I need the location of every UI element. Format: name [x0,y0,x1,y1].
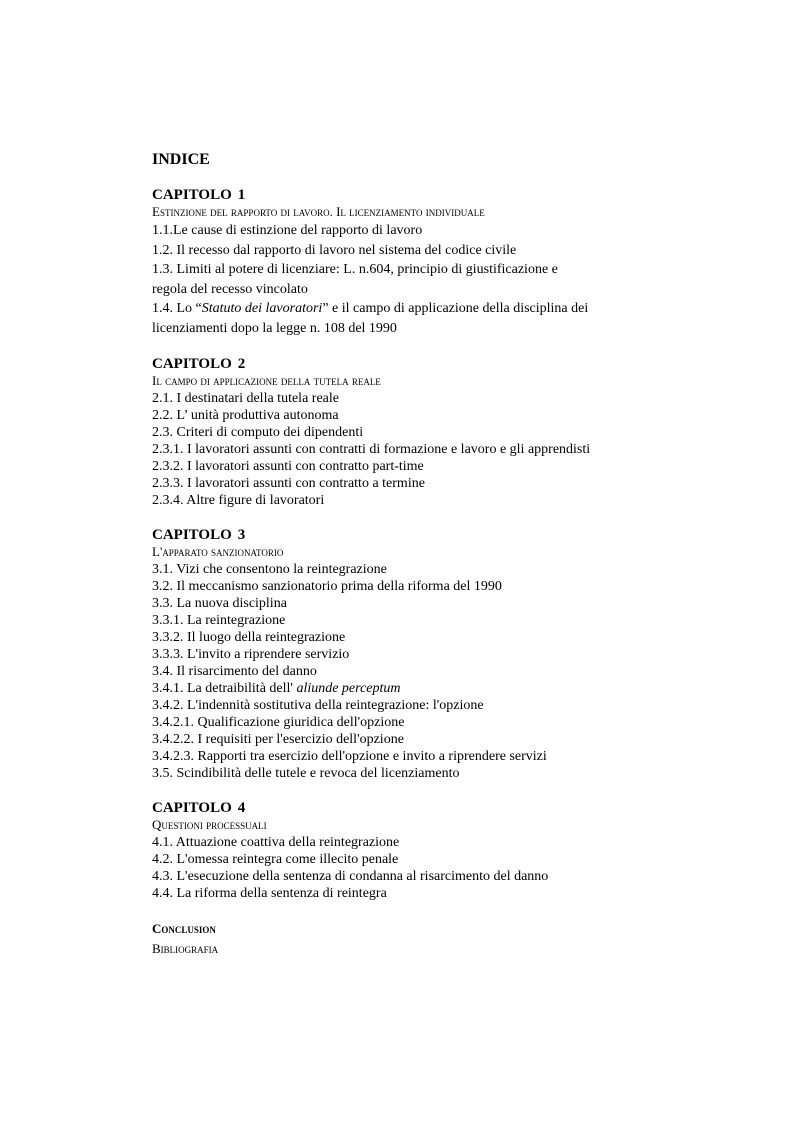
chapter-subtitle: Questioni processuali [152,817,267,832]
toc-entry: 4.1. Attuazione coattiva della reintegrazione [152,835,400,850]
conclusion-heading: Conclusion [152,921,216,936]
toc-entry [152,299,600,338]
toc-entry: 3.3. La nuova disciplina [152,596,287,611]
toc-entry: 3.3.1. La reintegrazione [152,613,286,628]
toc-entry: 1.2. Il recesso dal rapporto di lavoro nel sistema del codice civile [152,242,517,258]
chapter-number: 2 [237,356,246,372]
chapter-2 [152,355,772,509]
chapter-number: 4 [237,800,246,816]
toc-entry: 3.3.2. Il luogo della reintegrazione [152,630,346,645]
toc-entry: 3.4.2.2. I requisiti per l'esercizio dell'opzione [152,732,404,747]
toc-entry: 2.3.2. I lavoratori assunti con contratto part-time [152,459,424,474]
toc-entry: 3.2. Il meccanismo sanzionatorio prima della riforma del 1990 [152,579,502,594]
toc-entry: 2.3.4. Altre figure di lavoratori [152,493,325,508]
chapter-number: 3 [237,527,246,543]
toc-entry: 3.1. Vizi che consentono la reintegrazione [152,562,387,577]
toc-entry-italic: Statuto dei lavoratori [201,301,323,316]
chapter-heading [152,355,772,373]
toc-entry: 3.5. Scindibilità delle tutele e revoca del licenziamento [152,766,460,781]
chapter-subtitle: L'apparato sanzionatorio [152,544,284,559]
toc-entry: 3.4.2.1. Qualificazione giuridica dell'opzione [152,715,405,730]
chapter-subtitle: Estinzione del rapporto di lavoro. Il licenziamento individuale [152,204,485,219]
chapter-label: CAPITOLO [152,187,232,203]
chapter-heading [152,526,772,544]
chapter-3 [152,526,772,782]
page-title: INDICE [152,151,210,168]
toc-entry-italic: aliunde perceptum [296,681,401,696]
toc-entry: 1.1.Le cause di estinzione del rapporto di lavoro [152,223,423,238]
toc-entry: 4.4. La riforma della sentenza di reintegra [152,886,387,901]
toc-entry [152,680,772,697]
chapter-1 [152,186,772,338]
chapter-label: CAPITOLO [152,800,232,816]
toc-entry-text: 3.4.1. La detraibilità dell' [152,681,297,696]
toc-entry: 2.3. Criteri di computo dei dipendenti [152,425,364,440]
toc-entry-text: ” e il campo di applicazione della disciplina dei licenziamenti dopo la legge n. 108 del 1990 [152,301,589,336]
bibliography-heading: Bibliografia [152,941,219,956]
chapter-heading [152,799,772,817]
chapter-number: 1 [237,187,246,203]
chapter-heading [152,186,772,204]
toc-entry: 2.1. I destinatari della tutela reale [152,391,339,406]
toc-entry: 4.2. L'omessa reintegra come illecito penale [152,852,399,867]
toc-entry: 1.3. Limiti al potere di licenziare: L. n.604, principio di giustificazione e regola del recesso vincolato [152,262,558,297]
toc-entry: 2.3.1. I lavoratori assunti con contratti di formazione e lavoro e gli apprendisti [152,442,591,457]
chapter-label: CAPITOLO [152,356,232,372]
chapter-subtitle: Il campo di applicazione della tutela reale [152,373,381,388]
toc-entry: 3.4.2. L'indennità sostitutiva della reintegrazione: l'opzione [152,698,484,713]
toc-entry: 2.2. L’ unità produttiva autonoma [152,408,339,423]
table-of-contents [152,150,772,959]
chapter-4 [152,799,772,902]
toc-entry: 2.3.3. I lavoratori assunti con contratto a termine [152,476,425,491]
toc-entry-text: 1.4. Lo “ [152,301,202,316]
toc-entry: 3.4. Il risarcimento del danno [152,664,317,679]
toc-entry: 3.3.3. L'invito a riprendere servizio [152,647,350,662]
toc-entry: 3.4.2.3. Rapporti tra esercizio dell'opzione e invito a riprendere servizi [152,749,547,764]
toc-entry: 4.3. L'esecuzione della sentenza di condanna al risarcimento del danno [152,869,549,884]
chapter-label: CAPITOLO [152,527,232,543]
